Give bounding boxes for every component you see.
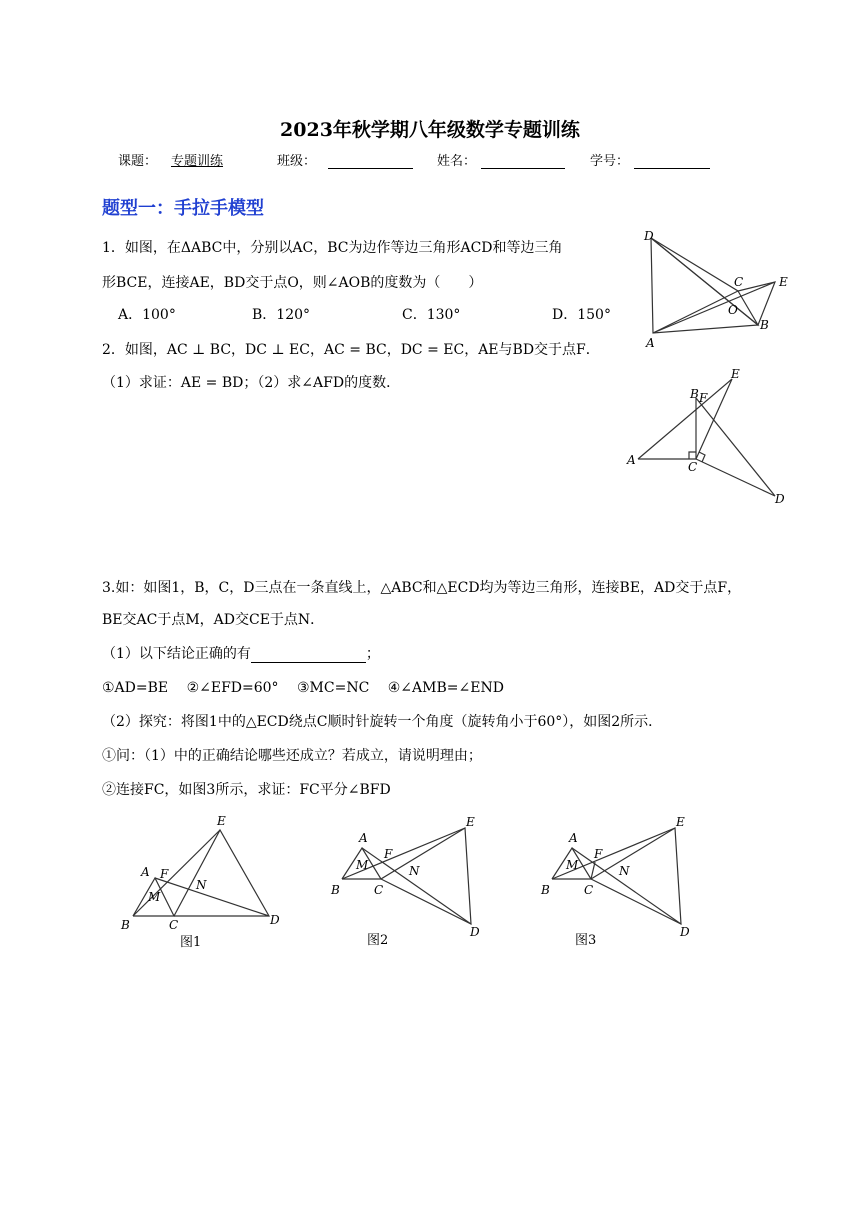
fig2-label-b: B (331, 883, 340, 897)
q1-figure (638, 225, 798, 353)
q2-fig-bd (696, 398, 775, 496)
q2-figure (620, 365, 795, 510)
q3-line1: 3.如：如图1，B，C，D三点在一条直线上，△ABC和△ECD均为等边三角形，连接BE，AD交于点F， (102, 580, 742, 596)
fig2-label-m: M (356, 858, 369, 872)
class-label: 班级： (277, 154, 317, 169)
id-blank[interactable] (634, 150, 710, 169)
fig2-label-f: F (384, 847, 393, 861)
q1-option-a: A．100° (118, 307, 176, 323)
q2-label-a: A (627, 453, 636, 467)
topic-value: 专题训练 (171, 154, 224, 169)
q3-figure-1 (112, 808, 290, 953)
fig1-label-b: B (121, 918, 130, 932)
q2-label-d: D (775, 492, 785, 506)
fig2-triangle-ecd (381, 828, 471, 924)
q3-answer-blank[interactable] (251, 648, 366, 663)
q3-figure-3 (535, 808, 705, 953)
q1-label-d: D (644, 229, 654, 243)
q1-fig-acd (651, 238, 738, 333)
fig1-label-f: F (160, 867, 169, 881)
fig3-label-b: B (541, 883, 550, 897)
q1-label-c: C (734, 275, 744, 289)
q3-part2: （2）探究：将图1中的△ECD绕点C顺时针旋转一个角度（旋转角小于60°），如图2所示． (102, 714, 663, 730)
q1-line2: 形BCE，连接AE，BD交于点O，则∠AOB的度数为（ ） (102, 275, 483, 291)
q3-sub2: ②连接FC，如图3所示，求证：FC平分∠BFD (102, 782, 391, 798)
fig2-label-e: E (466, 815, 475, 829)
class-blank[interactable] (328, 150, 413, 169)
fig2-label-a: A (359, 831, 368, 845)
q3-part1-end: ； (365, 646, 380, 662)
fig3-label-d: D (680, 925, 690, 939)
fig3-label-c: C (584, 883, 594, 897)
section-title: 题型一：手拉手模型 (102, 198, 264, 219)
q2-line2: （1）求证：AE = BD；（2）求∠AFD的度数． (102, 375, 401, 391)
fig1-label-n: N (196, 878, 207, 892)
fig3-triangle-ecd (591, 828, 681, 924)
fig2-label-c: C (374, 883, 384, 897)
id-label: 学号： (590, 154, 630, 169)
fig3-label-a: A (569, 831, 578, 845)
fig3-label-f: F (594, 847, 603, 861)
fig1-label-c: C (169, 918, 179, 932)
fig2-label-d: D (470, 925, 480, 939)
q2-fig-ae (638, 379, 732, 459)
q1-option-d: D．150° (552, 307, 611, 323)
fig1-ad (155, 878, 269, 916)
q1-label-b: B (760, 318, 769, 332)
fig1-caption: 图1 (180, 935, 202, 950)
q1-label-e: E (779, 275, 788, 289)
q2-label-b: B (690, 387, 699, 401)
q1-fig-bce (738, 282, 775, 325)
q2-line1: 2．如图，AC ⊥ BC，DC ⊥ EC，AC = BC，DC = EC，AE与BD交于点F． (102, 342, 600, 358)
q1-label-o: O (728, 303, 738, 317)
q2-fig-cd (696, 459, 775, 496)
fig1-triangle-ecd (174, 830, 269, 916)
q2-label-f: F (699, 391, 708, 405)
fig1-label-a: A (141, 865, 150, 879)
q3-figure-2 (325, 808, 495, 953)
q2-label-e: E (731, 367, 740, 381)
q3-line2: BE交AC于点M，AD交CE于点N． (102, 612, 325, 628)
q1-line1: 1．如图，在ΔABC中，分别以AC，BC为边作等边三角形ACD和等边三角 (102, 240, 563, 256)
name-blank[interactable] (481, 150, 565, 169)
q3-choices: ①AD=BE ②∠EFD=60° ③MC=NC ④∠AMB=∠END (102, 680, 504, 696)
q2-label-c: C (688, 460, 698, 474)
fig3-caption: 图3 (575, 933, 597, 948)
fig3-label-e: E (676, 815, 685, 829)
q3-part1 (102, 643, 380, 663)
fig3-label-n: N (619, 864, 630, 878)
fig2-caption: 图2 (367, 933, 389, 948)
fig1-label-e: E (217, 814, 226, 828)
fig1-label-d: D (270, 913, 280, 927)
topic-label: 课题： (118, 154, 158, 169)
fig2-label-n: N (409, 864, 420, 878)
page-title: 2023年秋学期八年级数学专题训练 (280, 119, 580, 141)
fig3-label-m: M (566, 858, 579, 872)
q1-option-c: C．130° (402, 307, 461, 323)
fig1-label-m: M (148, 890, 161, 904)
q3-part1-text: （1）以下结论正确的有 (102, 646, 251, 662)
q1-label-a: A (646, 336, 655, 350)
q2-fig-right-angle-1 (689, 452, 696, 459)
name-label: 姓名： (437, 154, 477, 169)
q3-sub1: ①问：（1）中的正确结论哪些还成立？若成立，请说明理由； (102, 748, 482, 764)
q1-option-b: B．120° (252, 307, 311, 323)
